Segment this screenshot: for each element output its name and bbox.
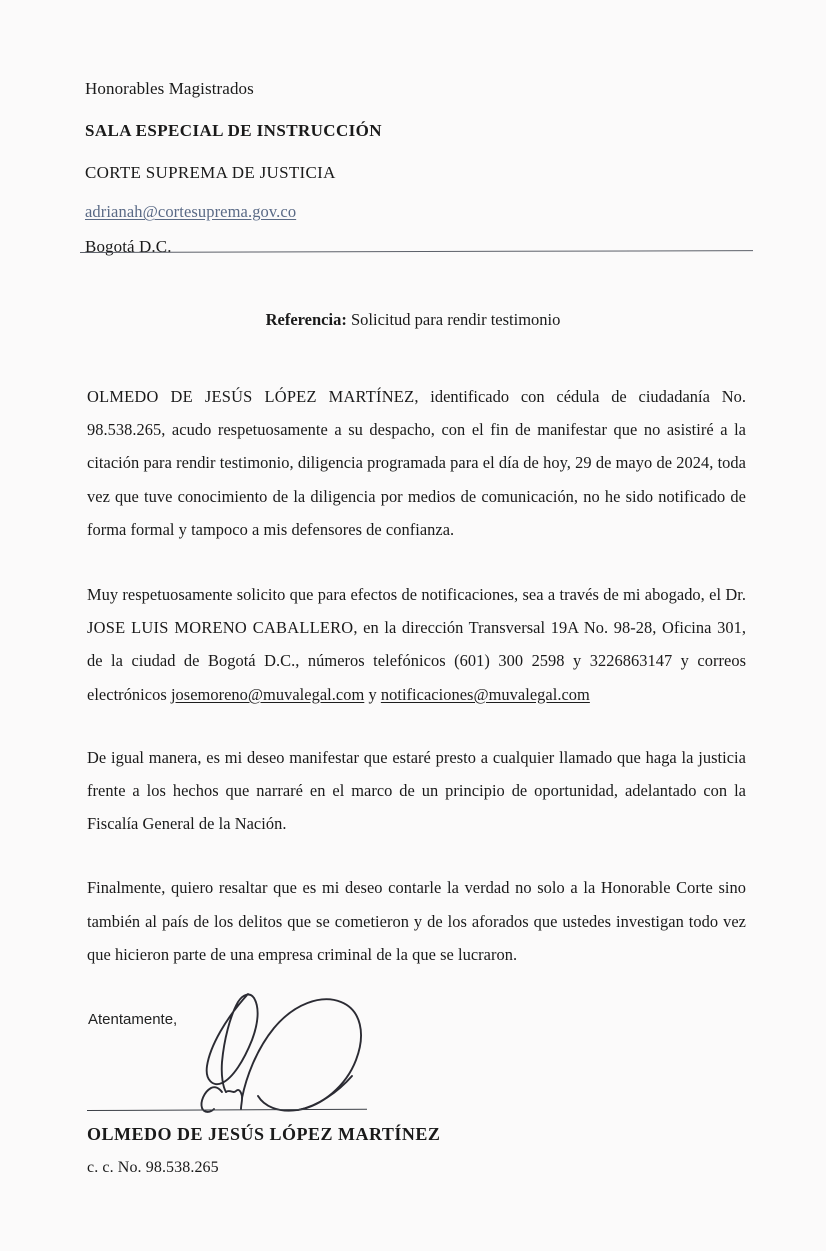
reference-line bbox=[0, 310, 826, 330]
paragraph-2 bbox=[87, 578, 746, 711]
chamber-line: SALA ESPECIAL DE INSTRUCCIÓN bbox=[85, 121, 382, 140]
paragraph-2-text-after: , en la dirección Transversal 19A No. 98-28, Oficina 301, de la ciudad de Bogotá D.C., números telefónicos (601) 300 2598 y 3226863147 y correos electrónicos bbox=[87, 618, 746, 704]
signatory-id: c. c. No. 98.538.265 bbox=[87, 1159, 219, 1176]
closing-salutation: Atentamente, bbox=[88, 1011, 178, 1028]
city-line: Bogotá D.C. bbox=[85, 237, 172, 256]
letter-body bbox=[87, 380, 746, 971]
paragraph-4: Finalmente, quiero resaltar que es mi deseo contarle la verdad no solo a la Honorable Corte sino también al país de los delitos que se cometieron y de los aforados que ustedes investigan todo vez que hicieron parte de una empresa criminal de la que se lucraron. bbox=[87, 878, 746, 964]
letter-header bbox=[85, 68, 705, 264]
reference-subject: Solicitud para rendir testimonio bbox=[346, 310, 561, 329]
paragraph-1-text: , identificado con cédula de ciudadanía No. 98.538.265, acudo respetuosamente a su despacho, con el fin de manifestar que no asistiré a la citación para rendir testimonio, diligencia programada para el día de hoy, 29 de mayo de 2024, toda vez que tuve conocimiento de la diligencia por medios de comunicación, no he sido notificado de forma formal y tampoco a mis defensores de confianza. bbox=[87, 387, 746, 539]
paragraph-3: De igual manera, es mi deseo manifestar que estaré presto a cualquier llamado que haga la justicia frente a los hechos que narraré en el marco de un principio de oportunidad, adelantado con la Fiscalía General de la Nación. bbox=[87, 747, 746, 834]
lawyer-name: JOSE LUIS MORENO CABALLERO bbox=[87, 618, 354, 638]
paragraph-2-text-before: Muy respetuosamente solicito que para efectos de notificaciones, sea a través de mi abogado, el Dr. bbox=[87, 585, 746, 605]
lawyer-email-link-2[interactable]: notificaciones@muvalegal.com bbox=[380, 684, 590, 704]
header-email-line bbox=[85, 194, 705, 230]
email-conjunction: y bbox=[364, 684, 381, 704]
court-email-link[interactable]: adrianah@cortesuprema.gov.co bbox=[85, 202, 297, 221]
signature-divider bbox=[87, 1109, 367, 1111]
addressee-line: Honorables Magistrados bbox=[85, 79, 254, 98]
sender-name: OLMEDO DE JESÚS LÓPEZ MARTÍNEZ bbox=[87, 387, 415, 406]
lawyer-email-link-1[interactable]: josemoreno@muvalegal.com bbox=[170, 684, 365, 704]
reference-label: Referencia: bbox=[265, 310, 347, 329]
handwritten-signature-icon bbox=[186, 988, 401, 1118]
court-line: CORTE SUPREMA DE JUSTICIA bbox=[85, 163, 336, 182]
paragraph-1 bbox=[87, 380, 746, 546]
signatory-name: OLMEDO DE JESÚS LÓPEZ MARTÍNEZ bbox=[87, 1124, 441, 1144]
